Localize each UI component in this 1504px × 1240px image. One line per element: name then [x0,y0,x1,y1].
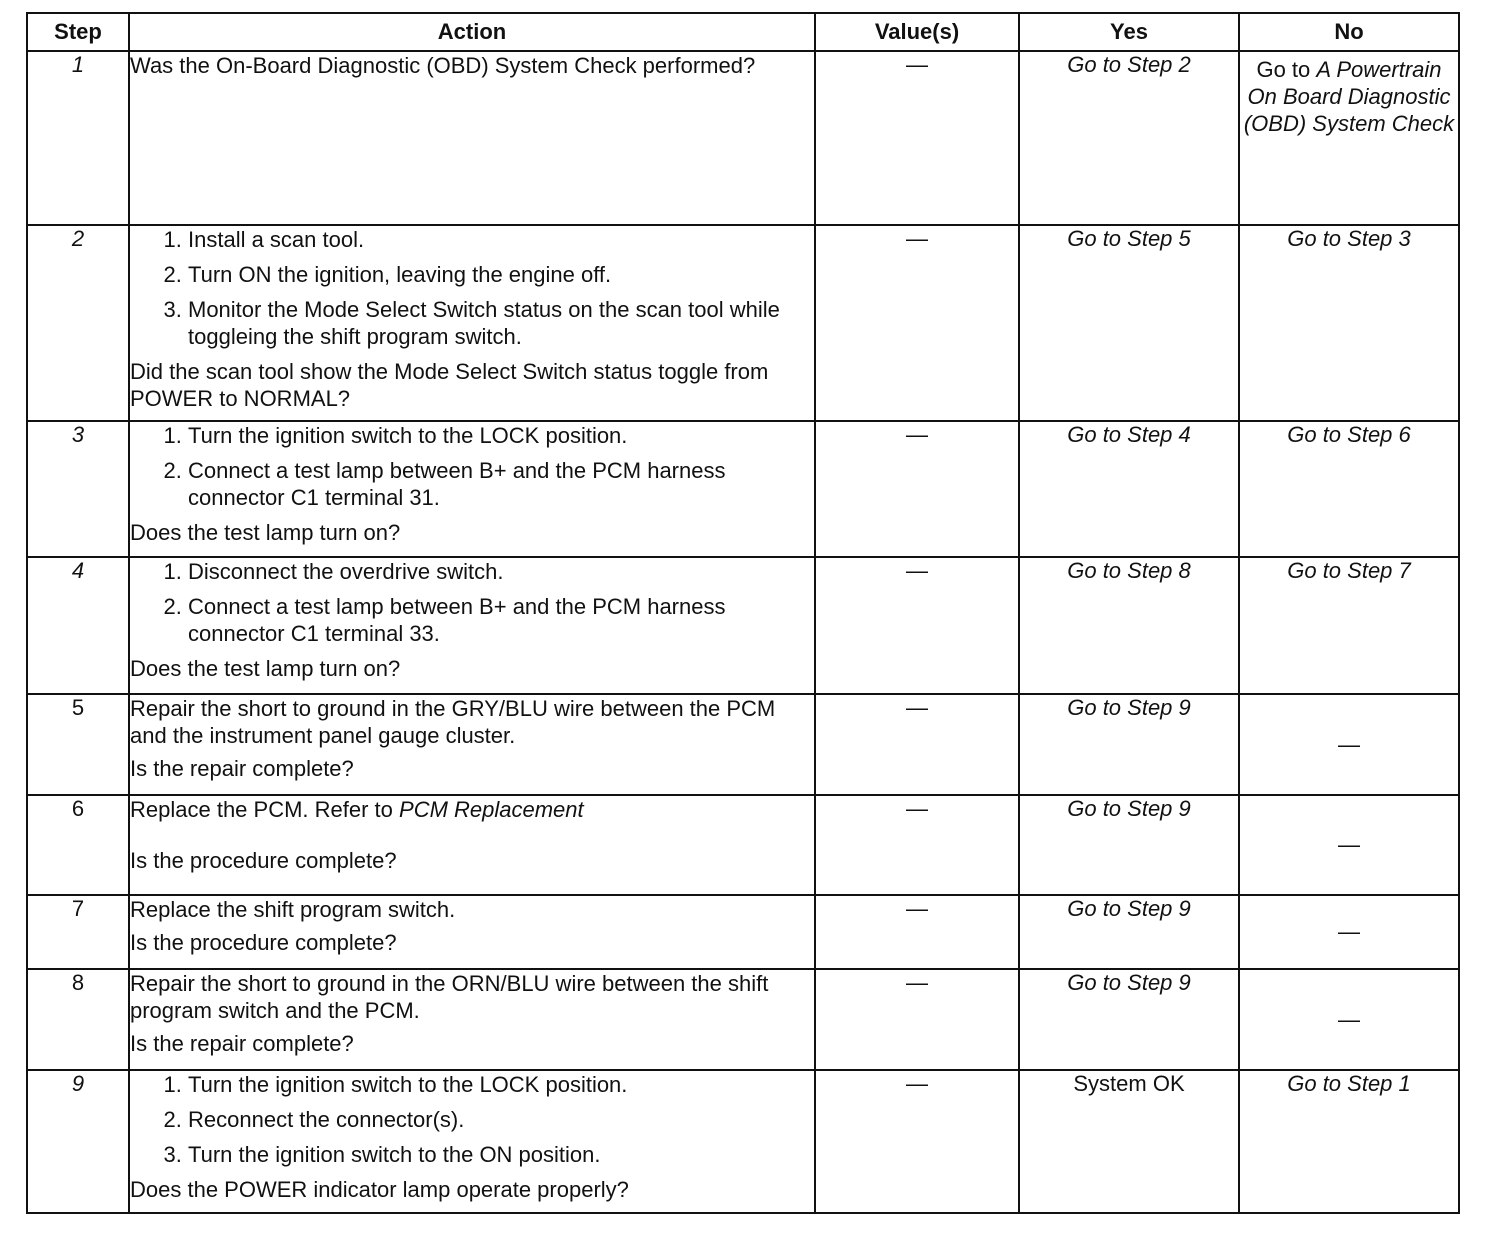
yes-link[interactable]: Go to Step 9 [1067,896,1191,921]
action-cell [129,557,815,694]
action-item: 1. Turn the ignition switch to the LOCK position. [188,1071,814,1098]
yes-cell [1019,51,1239,225]
action-text: Repair the short to ground in the GRY/BLU wire between the PCM and the instrument panel gauge cluster. [130,696,776,748]
table-row [27,694,1459,795]
no-link[interactable]: Go to Step 7 [1287,558,1411,583]
no-cell: — [1239,895,1459,969]
action-item: 1. Install a scan tool. [188,226,814,253]
value-cell: — [815,895,1019,969]
action-question: Does the test lamp turn on? [130,520,401,545]
action-list [130,558,814,647]
action-text: Repair the short to ground in the ORN/BLU wire between the shift program switch and the PCM. [130,971,769,1023]
step-number: 2 [71,226,85,251]
table-row [27,557,1459,694]
step-cell [27,51,129,225]
step-cell [27,225,129,421]
action-question: Does the POWER indicator lamp operate properly? [130,1177,629,1202]
action-question: Was the On-Board Diagnostic (OBD) System Check performed? [130,53,756,78]
no-link[interactable]: A Powertrain On Board Diagnostic (OBD) System Check [1243,57,1455,136]
action-list [130,226,814,350]
action-item: 1. Turn the ignition switch to the LOCK position. [188,422,814,449]
no-cell: — [1239,694,1459,795]
no-cell: — [1239,795,1459,895]
header-no: No [1239,13,1459,51]
step-cell: 5 [27,694,129,795]
yes-cell [1019,1070,1239,1213]
action-cell [129,694,815,795]
action-item: 3. Monitor the Mode Select Switch status on the scan tool while toggleing the shift program switch. [188,296,814,350]
table-row [27,51,1459,225]
table-row [27,421,1459,557]
action-cell [129,1070,815,1213]
action-question: Is the repair complete? [130,756,354,781]
header-yes: Yes [1019,13,1239,51]
header-action: Action [129,13,815,51]
step-number: 9 [71,1071,85,1096]
step-cell: 6 [27,795,129,895]
no-link[interactable]: Go to Step 1 [1287,1071,1411,1096]
action-list [130,1071,814,1168]
step-cell: 8 [27,969,129,1070]
value-cell: — [815,557,1019,694]
yes-cell [1019,225,1239,421]
action-item: 3. Turn the ignition switch to the ON position. [188,1141,814,1168]
yes-result: System OK [1073,1071,1185,1096]
no-cell [1239,51,1459,225]
value-cell: — [815,1070,1019,1213]
no-cell [1239,421,1459,557]
diagnostic-table [26,12,1460,1214]
table-row [27,795,1459,895]
step-cell [27,1070,129,1213]
value-cell: — [815,694,1019,795]
value-cell: — [815,421,1019,557]
no-prefix: Go to [1256,57,1317,82]
yes-cell [1019,557,1239,694]
step-cell [27,421,129,557]
yes-link[interactable]: Go to Step 9 [1067,970,1191,995]
value-cell: — [815,795,1019,895]
step-number: 3 [71,422,85,447]
value-cell: — [815,51,1019,225]
no-cell [1239,225,1459,421]
header-step: Step [27,13,129,51]
action-item: 2. Turn ON the ignition, leaving the engine off. [188,261,814,288]
action-question: Is the repair complete? [130,1031,354,1056]
action-text [130,796,814,823]
yes-link[interactable]: Go to Step 9 [1067,796,1191,821]
step-cell: 7 [27,895,129,969]
no-cell: — [1239,969,1459,1070]
yes-link[interactable]: Go to Step 5 [1067,226,1191,251]
action-cell [129,225,815,421]
header-values: Value(s) [815,13,1019,51]
action-cell [129,421,815,557]
yes-link[interactable]: Go to Step 2 [1067,52,1191,77]
action-question: Did the scan tool show the Mode Select Switch status toggle from POWER to NORMAL? [130,359,769,411]
header-row [27,13,1459,51]
value-cell: — [815,225,1019,421]
step-number: 4 [71,558,85,583]
table-row [27,969,1459,1070]
reference-link[interactable]: PCM Replacement [399,797,584,822]
action-cell [129,895,815,969]
table-row [27,1070,1459,1213]
yes-link[interactable]: Go to Step 9 [1067,695,1191,720]
action-cell [129,969,815,1070]
table-row [27,895,1459,969]
action-cell [129,51,815,225]
yes-cell [1019,969,1239,1070]
yes-link[interactable]: Go to Step 8 [1067,558,1191,583]
yes-cell [1019,895,1239,969]
action-question: Is the procedure complete? [130,930,397,955]
action-question: Is the procedure complete? [130,848,397,873]
no-cell [1239,557,1459,694]
yes-link[interactable]: Go to Step 4 [1067,422,1191,447]
action-item: 2. Connect a test lamp between B+ and the PCM harness connector C1 terminal 31. [188,457,814,511]
no-link[interactable]: Go to Step 3 [1287,226,1411,251]
step-number: 1 [71,52,85,77]
table-row [27,225,1459,421]
step-cell [27,557,129,694]
action-text-prefix: Replace the PCM. Refer to [130,797,400,822]
action-list [130,422,814,511]
action-item: 1. Disconnect the overdrive switch. [188,558,814,585]
action-cell [129,795,815,895]
no-cell [1239,1070,1459,1213]
yes-cell [1019,795,1239,895]
yes-cell [1019,694,1239,795]
action-text: Replace the shift program switch. [130,897,456,922]
action-item: 2. Reconnect the connector(s). [188,1106,814,1133]
yes-cell [1019,421,1239,557]
action-question: Does the test lamp turn on? [130,656,401,681]
value-cell: — [815,969,1019,1070]
no-link[interactable]: Go to Step 6 [1287,422,1411,447]
action-item: 2. Connect a test lamp between B+ and the PCM harness connector C1 terminal 33. [188,593,814,647]
